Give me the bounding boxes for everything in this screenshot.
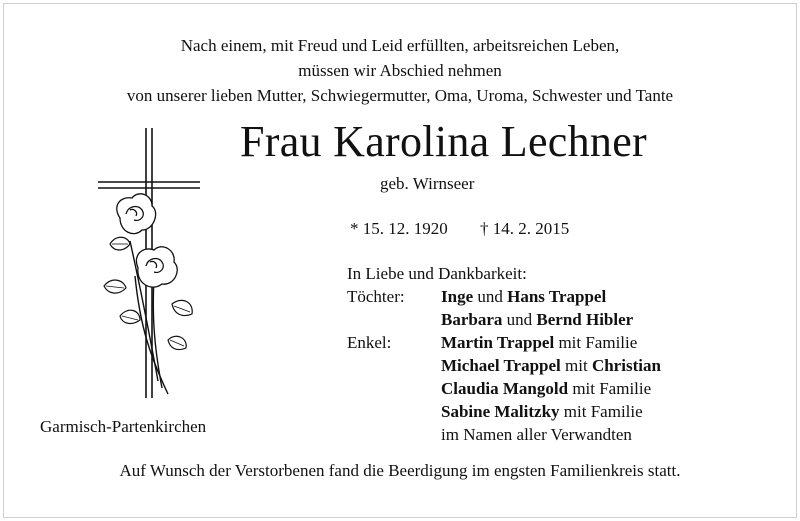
intro-line-3: von unserer lieben Mutter, Schwiegermutter, Oma, Uroma, Schwester und Tante	[126, 86, 674, 105]
mourners-heading: In Liebe und Dankbarkeit:	[347, 264, 527, 283]
closing-text: im Namen aller Verwandten	[441, 425, 632, 444]
daughter-entry: Barbara und Bernd Hibler	[441, 310, 634, 329]
intro-line-1: Nach einem, mit Freud und Leid erfüllten, arbeitsreichen Leben,	[180, 36, 620, 55]
cross-with-roses-icon	[90, 126, 210, 416]
grandchild-entry: Martin Trappel mit Familie	[441, 333, 638, 352]
birth-name: geb. Wirnseer	[380, 174, 475, 193]
grandchildren-row	[347, 377, 661, 400]
grandchildren-row	[347, 354, 661, 377]
life-dates	[350, 219, 569, 239]
grandchild-entry: Michael Trappel mit Christian	[441, 356, 661, 375]
place-name: Garmisch-Partenkirchen	[40, 417, 207, 436]
grandchildren-label: Enkel:	[347, 333, 392, 352]
grandchildren-row	[347, 331, 661, 354]
grandchildren-row	[347, 400, 661, 423]
birth-date: * 15. 12. 1920	[350, 219, 448, 238]
death-date: † 14. 2. 2015	[480, 219, 570, 238]
daughters-row	[347, 308, 661, 331]
grandchild-entry: Sabine Malitzky mit Familie	[441, 402, 643, 421]
daughters-label: Töchter:	[347, 287, 405, 306]
daughters-row	[347, 285, 661, 308]
footer-note: Auf Wunsch der Verstorbenen fand die Beerdigung im engsten Familienkreis statt.	[119, 461, 681, 480]
deceased-name: Frau Karolina Lechner	[240, 117, 648, 166]
closing-row	[347, 423, 661, 446]
daughter-entry: Inge und Hans Trappel	[441, 287, 607, 306]
grandchild-entry: Claudia Mangold mit Familie	[441, 379, 652, 398]
mourners-list	[347, 262, 661, 446]
intro-text	[0, 33, 800, 108]
intro-line-2: müssen wir Abschied nehmen	[298, 61, 502, 80]
